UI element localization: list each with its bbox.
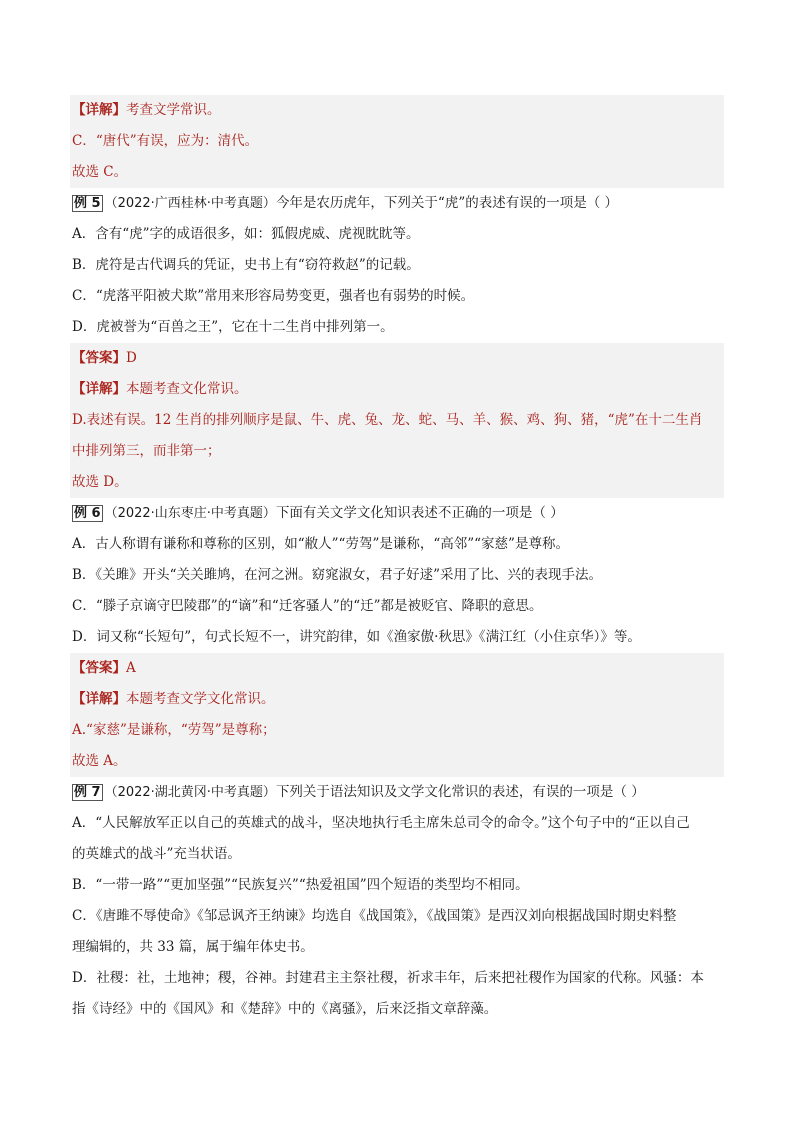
answer-tag: 【答案】 (72, 660, 126, 676)
detail-text: 本题考查文学文化常识。 (126, 691, 275, 707)
option-d-line2: 指《诗经》中的《国风》和《楚辞》中的《离骚》，后来泛指文章辞藻。 (72, 1001, 498, 1017)
option-a-line1: A．“人民解放军正以自己的英雄式的战斗，坚决地执行毛主席朱总司令的命令。”这个句子中的“正以自己 (72, 815, 690, 831)
detail-tag: 【详解】 (72, 691, 126, 707)
detail-body-line: A.“家慈”是谦称，“劳驾”是尊称； (70, 715, 724, 746)
question-stem-ex7 (70, 777, 724, 808)
option-d: D．虎被誉为“百兽之王”，它在十二生肖中排列第一。 (72, 319, 394, 335)
detail-body-line: D.表述有误。12 生肖的排列顺序是鼠、牛、虎、兔、龙、蛇、马、羊、猴、鸡、狗、猪，“虎”在十二生肖 (70, 405, 724, 436)
question-stem-ex5 (70, 188, 724, 219)
conclusion-line: 故选 C。 (70, 157, 724, 188)
document-page (70, 95, 724, 1025)
option-a-line2: 的英雄式的战斗”充当状语。 (72, 846, 241, 862)
answer-value: A (126, 660, 136, 676)
question-text: 今年是农历虎年，下列关于“虎”的表述有误的一项是（ ） (275, 195, 619, 211)
detail-text: 本题考查文化常识。 (126, 381, 248, 397)
answer-line (70, 653, 724, 684)
option-b: B．“一带一路”“更加坚强”“民族复兴”“热爱祖国”四个短语的类型均不相同。 (72, 877, 529, 893)
option-a: A．含有“虎”字的成语很多，如：狐假虎威、虎视眈眈等。 (72, 226, 420, 242)
answer-tag: 【答案】 (72, 350, 126, 366)
option-d-line1: D．社稷：社，土地神；稷，谷神。封建君主主祭社稷，祈求丰年，后来把社稷作为国家的代称。风骚：本 (72, 970, 704, 986)
option-c-line1: C．《唐雎不辱使命》《邹忌讽齐王纳谏》均选自《战国策》，《战国策》是西汉刘向根据战国时期史料整 (72, 908, 677, 924)
option-b: B．虎符是古代调兵的凭证，史书上有“窃符救赵”的记载。 (72, 257, 420, 273)
question-stem-ex6 (70, 498, 724, 529)
question-text: 下列关于语法知识及文学文化常识的表述，有误的一项是（ ） (275, 784, 645, 800)
example-label: 例 6 (74, 506, 101, 521)
option-d: D．词又称“长短句”，句式长短不一，讲究韵律，如《渔家傲·秋思》《满江红（小住京华）》等。 (72, 629, 641, 645)
conclusion-line: 故选 D。 (70, 467, 724, 498)
question-text: 下面有关文学文化知识表述不正确的一项是（ ） (275, 505, 564, 521)
option-c: C．“滕子京谪守巴陵郡”的“谪”和“迁客骚人”的“迁”都是被贬官、降职的意思。 (72, 598, 543, 614)
question-source: （2022·湖北黄冈·中考真题） (104, 785, 276, 800)
detail-tag: 【详解】 (72, 102, 126, 118)
question-source: （2022·山东枣庄·中考真题） (104, 506, 276, 521)
answer-value: D (126, 350, 137, 366)
detail-body-line: C．“唐代”有误，应为：清代。 (70, 126, 724, 157)
detail-line (70, 374, 724, 405)
answer-line (70, 343, 724, 374)
detail-line (70, 95, 724, 126)
option-c-line2: 理编辑的，共 33 篇，属于编年体史书。 (72, 939, 314, 955)
detail-tag: 【详解】 (72, 381, 126, 397)
detail-text: 考查文学常识。 (126, 102, 221, 118)
option-c: C．“虎落平阳被犬欺”常用来形容局势变更，强者也有弱势的时候。 (72, 288, 475, 304)
option-a: A．古人称谓有谦称和尊称的区别，如“敝人”“劳驾”是谦称，“高邻”“家慈”是尊称。 (72, 536, 569, 552)
example-label: 例 7 (74, 785, 101, 800)
detail-line (70, 684, 724, 715)
conclusion-line: 故选 A。 (70, 746, 724, 777)
detail-body-line: 中排列第三，而非第一； (70, 436, 724, 467)
option-b: B．《关雎》开头“关关雎鸠，在河之洲。窈窕淑女，君子好逑”采用了比、兴的表现手法。 (72, 567, 602, 583)
example-label: 例 5 (74, 196, 101, 211)
question-source: （2022·广西桂林·中考真题） (104, 196, 276, 211)
